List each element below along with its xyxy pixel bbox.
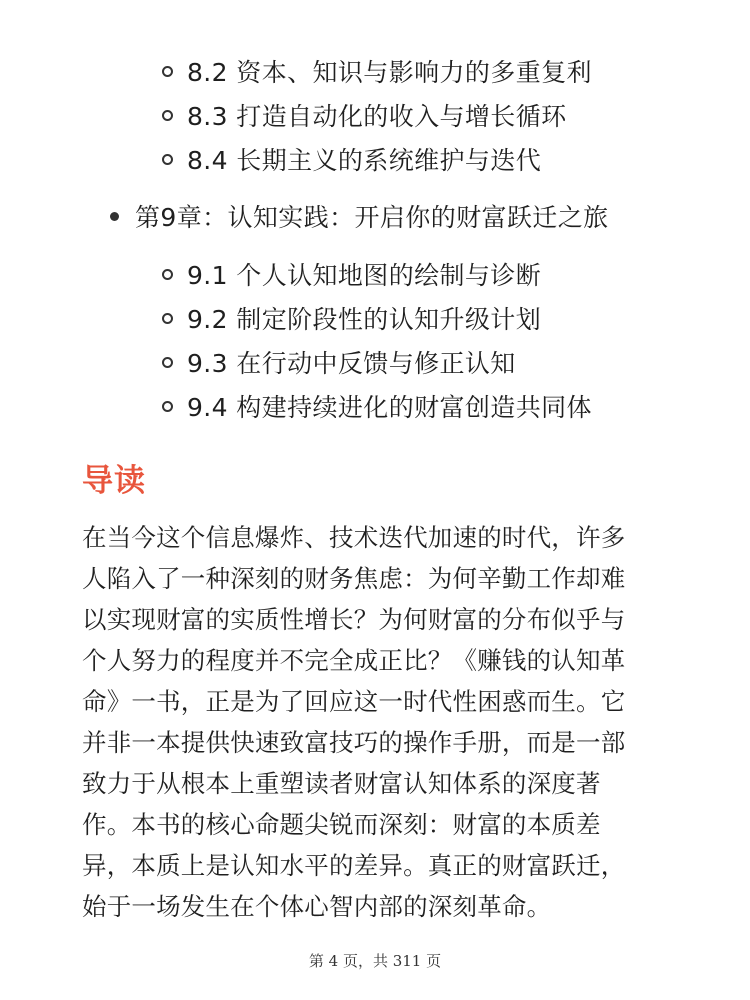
- hollow-bullet-icon: [162, 357, 173, 368]
- list-item-label: 9.1 个人认知地图的绘制与诊断: [187, 261, 542, 290]
- list-item-8-2: [162, 51, 592, 91]
- list-item-label: 8.4 长期主义的系统维护与迭代: [187, 146, 542, 175]
- list-item-label: 9.2 制定阶段性的认知升级计划: [187, 305, 542, 334]
- list-item-8-3: [162, 95, 567, 135]
- paragraph-line: 人陷入了一种深刻的财务焦虑：为何辛勤工作却难: [82, 564, 626, 593]
- chapter-9-item: [110, 196, 609, 236]
- paragraph-line: 以实现财富的实质性增长？为何财富的分布似乎与: [82, 605, 626, 634]
- paragraph-line: 作。本书的核心命题尖锐而深刻：财富的本质差: [82, 810, 601, 839]
- hollow-bullet-icon: [162, 110, 173, 121]
- list-item-9-1: [162, 254, 541, 294]
- list-item-9-2: [162, 298, 541, 338]
- list-item-label: 9.4 构建持续进化的财富创造共同体: [187, 393, 592, 422]
- section-heading: 导读: [82, 463, 146, 499]
- hollow-bullet-icon: [162, 154, 173, 165]
- chapter-label: 第9章：认知实践：开启你的财富跃迁之旅: [135, 203, 609, 232]
- list-item-9-4: [162, 386, 592, 426]
- hollow-bullet-icon: [162, 313, 173, 324]
- hollow-bullet-icon: [162, 269, 173, 280]
- intro-paragraph: [82, 517, 672, 927]
- paragraph-line: 并非一本提供快速致富技巧的操作手册，而是一部: [82, 728, 626, 757]
- paragraph-line: 个人努力的程度并不完全成正比？《赚钱的认知革: [82, 646, 626, 675]
- paragraph-line: 异，本质上是认知水平的差异。真正的财富跃迁，: [82, 851, 626, 880]
- paragraph-line: 始于一场发生在个体心智内部的深刻革命。: [82, 892, 552, 921]
- list-item-label: 8.3 打造自动化的收入与增长循环: [187, 102, 567, 131]
- filled-bullet-icon: [110, 212, 119, 221]
- list-item-label: 9.3 在行动中反馈与修正认知: [187, 349, 516, 378]
- paragraph-line: 命》一书，正是为了回应这一时代性困惑而生。它: [82, 687, 626, 716]
- list-item-8-4: [162, 139, 541, 179]
- hollow-bullet-icon: [162, 401, 173, 412]
- paragraph-line: 致力于从根本上重塑读者财富认知体系的深度著: [82, 769, 601, 798]
- hollow-bullet-icon: [162, 66, 173, 77]
- list-item-9-3: [162, 342, 516, 382]
- page-number: 第 4 页，共 311 页: [308, 952, 442, 970]
- paragraph-line: 在当今这个信息爆炸、技术迭代加速的时代，许多: [82, 523, 626, 552]
- list-item-label: 8.2 资本、知识与影响力的多重复利: [187, 58, 592, 87]
